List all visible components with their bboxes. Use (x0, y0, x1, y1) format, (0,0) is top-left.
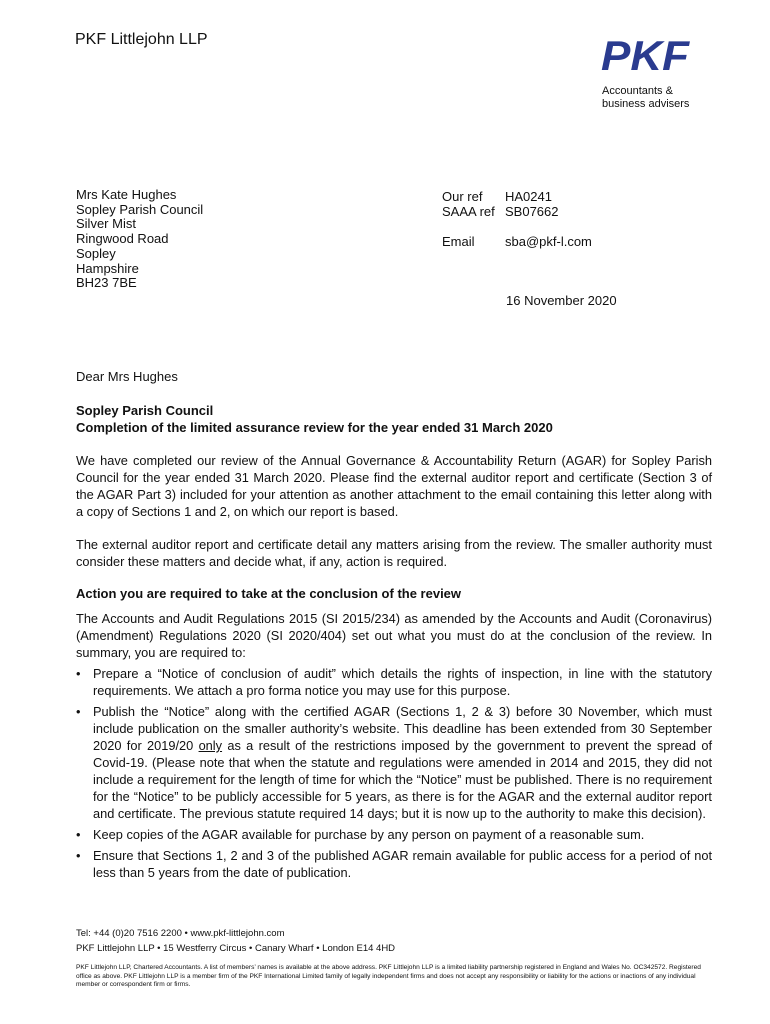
paragraph-2: The external auditor report and certificate detail any matters arising from the review. The smaller authority must consider these matters and decide what, if any, action is required. (76, 537, 712, 569)
saaa-ref-label: SAAA ref (442, 204, 495, 219)
saaa-ref-value: SB07662 (505, 204, 559, 219)
bullet-text: Prepare a “Notice of conclusion of audit” which details the rights of inspection, in line with the statutory requirements. We attach a pro forma notice you may use for this purpose. (93, 666, 712, 698)
email-label: Email (442, 234, 475, 249)
section-heading: Action you are required to take at the conclusion of the review (76, 586, 462, 601)
paragraph-3: The Accounts and Audit Regulations 2015 (SI 2015/234) as amended by the Accounts and Audit (Coronavirus) (Amendment) Regulations 2020 (SI 2020/404) set out what you must do at the conclusion of the review. In summary, you are required to: (76, 611, 712, 660)
tagline (602, 85, 689, 111)
pkf-logo (601, 37, 691, 73)
underlined-word: only (198, 738, 223, 753)
logo-text: PKF (601, 37, 691, 73)
bullet-text: Ensure that Sections 1, 2 and 3 of the published AGAR remain available for public access for a period of not less than 5 years from the date of publication. (93, 848, 712, 880)
tagline-line-1: Accountants & (602, 85, 673, 97)
footer-address: PKF Littlejohn LLP • 15 Westferry Circus • Canary Wharf • London E14 4HD (76, 943, 396, 954)
address-line: Silver Mist (76, 216, 136, 232)
subject-line-1: Sopley Parish Council (76, 403, 214, 418)
paragraph-1: We have completed our review of the Annual Governance & Accountability Return (AGAR) for Sopley Parish Council for the year ended 31 March 2020. Please find the external auditor report and certificate (Section 3 of the AGAR Part 3) included for your attention as another attachment to the email containing this letter along with a copy of Sections 1 and 2, on which our report is based. (76, 453, 712, 519)
recipient-address (76, 188, 203, 291)
subject-heading (76, 402, 553, 436)
letter-date: 16 November 2020 (506, 293, 617, 308)
saaa-ref-row (442, 204, 592, 219)
list-item (76, 826, 712, 843)
address-line: Ringwood Road (76, 231, 169, 247)
reference-block (442, 189, 592, 249)
email-row (442, 234, 592, 249)
our-ref-value: HA0241 (505, 189, 552, 204)
email-value[interactable]: sba@pkf-l.com (505, 234, 592, 249)
bullet-text-part-2: as a result of the restrictions imposed by the government to prevent the spread of Covid-19. (Please note that when the statute and regulations were amended in 2014 and 2015, they did not include a requirement for the length of time for which the “Notice” must be published. There is no requirement for the “Notice” to be publicly accessible for 5 years, as there is for the AGAR and the external auditor report and certificate. The previous statute required 14 days; but it is now up to the authority to make this decision). (93, 738, 712, 821)
address-line: Mrs Kate Hughes (76, 187, 177, 202)
requirements-list (76, 665, 712, 885)
our-ref-row (442, 189, 592, 204)
footer-contact: Tel: +44 (0)20 7516 2200 • www.pkf-littlejohn.com (76, 928, 285, 939)
subject-line-2: Completion of the limited assurance review for the year ended 31 March 2020 (76, 420, 553, 435)
bullet-text-part-1: Publish the “Notice” along with the certified AGAR (Sections 1, 2 & 3) before 30 November, which must include publication on the smaller authority’s website. This deadline has been extended from 30 September 2020 for 2019/20 (93, 704, 712, 753)
footer-legal: PKF Littlejohn LLP, Chartered Accountants. A list of members’ names is available at the above address. PKF Littlejohn LLP is a limited liability partnership registered in England and Wales No. OC342572. Registered office as above. PKF Littlejohn LLP is a member firm of the PKF International Limited family of legally independent firms and does not accept any responsibility or liability for the actions or inactions of any individual member or correspondent firm or firms. (76, 964, 701, 989)
list-item (76, 703, 712, 822)
tagline-line-2: business advisers (602, 98, 690, 110)
list-item (76, 665, 712, 699)
address-line: Hampshire (76, 260, 139, 276)
firm-name: PKF Littlejohn LLP (75, 31, 208, 48)
salutation: Dear Mrs Hughes (76, 369, 178, 384)
our-ref-label: Our ref (442, 189, 483, 204)
address-line: BH23 7BE (76, 275, 137, 291)
list-item (76, 847, 712, 881)
address-line: Sopley (76, 245, 116, 261)
bullet-text: Keep copies of the AGAR available for purchase by any person on payment of a reasonable sum. (93, 827, 645, 842)
address-line: Sopley Parish Council (76, 201, 204, 217)
